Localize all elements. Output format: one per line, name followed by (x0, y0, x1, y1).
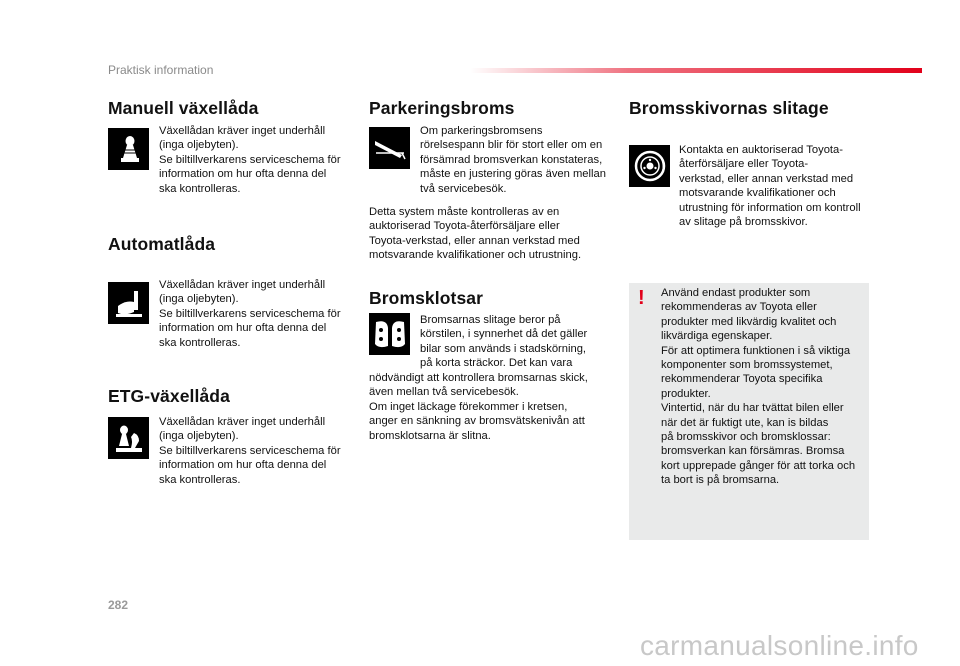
brake-pads-text-2: nödvändigt att kontrollera bromsarnas skick, även mellan två servicebesök. Om inget läckage förekommer i kretsen, anger en sänkning av bromsvätskenivån att bromsklotsarna är slitna. (369, 372, 588, 442)
gear-shift-icon (108, 128, 149, 170)
parking-brake-title: Parkeringsbroms (369, 98, 515, 118)
manual-gearbox-text: Växellådan kräver inget underhåll (inga oljebyten). Se biltillverkarens serviceschema för information om hur ofta denna del ska kontrolleras. (159, 125, 341, 195)
warning-text: Använd endast produkter som rekommenderas av Toyota eller produkter med likvärdig kvalitet och likvärdiga egenskaper. För att optimera funktionen i så viktiga komponenter som bromssystemet, rekommenderar Toyota specifika produkter. Vintertid, när du har tvättat bilen eller när det är fuktigt ute, kan is bildas på bromsskivor och bromsklossar: bromsverkan kan försämras. Bromsa kort upprepade gånger för att torka och ta bort is på bromsarna. (661, 287, 856, 487)
etg-gearbox-text: Växellådan kräver inget underhåll (inga oljebyten). Se biltillverkarens serviceschema för information om hur ofta denna del ska kontrolleras. (159, 416, 341, 486)
page-number: 282 (108, 598, 129, 612)
automatic-gearbox-title: Automatlåda (108, 234, 216, 254)
brake-pads-icon (369, 313, 410, 355)
brake-discs-title: Bromsskivornas slitage (629, 98, 829, 118)
automatic-gearbox-text: Växellådan kräver inget underhåll (inga oljebyten). Se biltillverkarens serviceschema för information om hur ofta denna del ska kontrolleras. (159, 279, 341, 349)
manual-gearbox-title: Manuell växellåda (108, 98, 259, 118)
section-header: Praktisk information (108, 63, 214, 77)
brake-pads-title: Bromsklotsar (369, 288, 484, 308)
header-accent-line (470, 68, 922, 73)
parking-brake-icon (369, 127, 410, 169)
brake-pads-text: Bromsarnas slitage beror på körstilen, i synnerhet då det gäller bilar som används i stadskörning, på korta sträckor. Det kan vara (420, 314, 588, 370)
etg-gearbox-title: ETG-växellåda (108, 386, 230, 406)
warning-icon: ! (638, 287, 645, 309)
parking-brake-text: Om parkeringsbromsens rörelsespann blir för stort eller om en försämrad bromsverkan konstateras, måste en justering göras även mellan två servicebesök. (420, 125, 606, 195)
brake-discs-text: Kontakta en auktoriserad Toyota- återförsäljare eller Toyota- verkstad, eller annan verkstad med motsvarande kvalifikationer och utrustning för information om kontroll av slitage på bromsskivor. (679, 144, 861, 229)
brake-disc-icon (629, 145, 670, 187)
watermark: carmanualsonline.info (640, 630, 919, 661)
etg-gear-icon (108, 417, 149, 459)
parking-brake-text-2: Detta system måste kontrolleras av en auktoriserad Toyota-återförsäljare eller Toyota-verkstad, eller annan verkstad med motsvarande kvalifikationer och utrustning. (369, 206, 582, 262)
automatic-gear-icon (108, 282, 149, 324)
